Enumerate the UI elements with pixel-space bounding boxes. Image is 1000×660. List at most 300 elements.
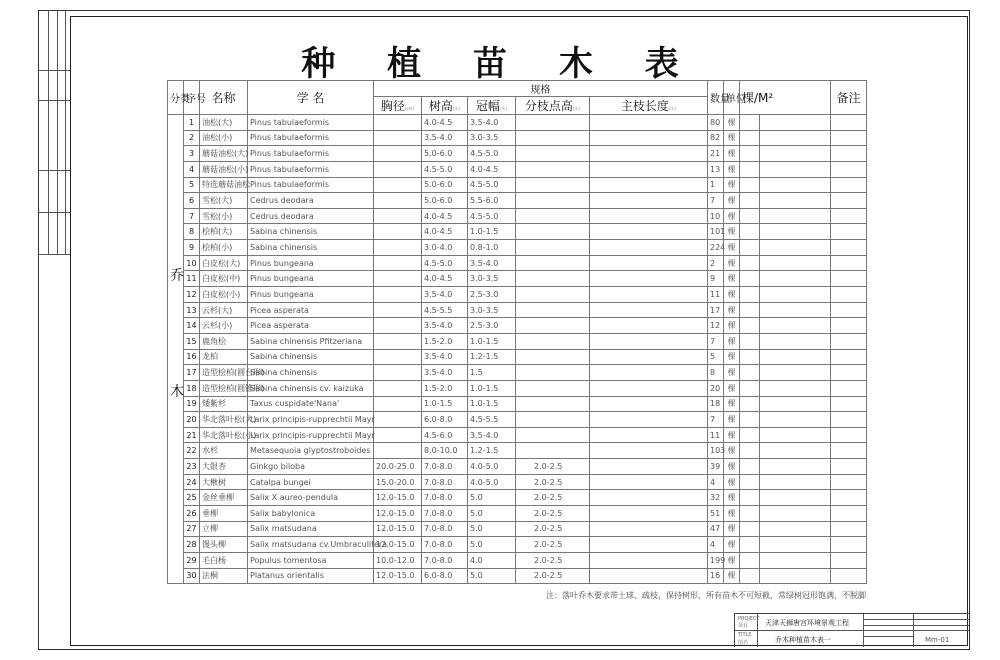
- cell-branch-point: 2.0-2.5: [516, 568, 590, 584]
- cell-dbh: [374, 240, 422, 256]
- header-category: 分类: [168, 81, 184, 115]
- cell-seq: 22: [184, 443, 200, 459]
- cell-dbh: 12.0-15.0: [374, 521, 422, 537]
- cell-qty: 4: [708, 537, 724, 553]
- cell-dbh: [374, 333, 422, 349]
- cell-crown: 2.5-3.0: [468, 287, 516, 303]
- cell-density: [740, 537, 760, 553]
- cell-seq: 14: [184, 318, 200, 334]
- table-row: [168, 302, 867, 318]
- cell-crown: 5.5-6.0: [468, 193, 516, 209]
- header-spec: 规格: [374, 81, 708, 97]
- cell-scientific-name: Sabina chinensis: [248, 349, 374, 365]
- cell-seq: 10: [184, 255, 200, 271]
- cell-branch-point: [516, 318, 590, 334]
- cell-name: 油松(小): [200, 130, 248, 146]
- header-scientific-name: 学 名: [248, 81, 374, 115]
- table-row: [168, 521, 867, 537]
- cell-dbh: [374, 443, 422, 459]
- cell-density: [740, 146, 760, 162]
- header-remark: 备注: [831, 81, 867, 115]
- cell-unit: 棵: [724, 474, 740, 490]
- cell-qty: 13: [708, 161, 724, 177]
- cell-qty: 80: [708, 115, 724, 131]
- cell-qty: 18: [708, 396, 724, 412]
- cell-density: [740, 240, 760, 256]
- cell-seq: 21: [184, 427, 200, 443]
- cell-unit: 棵: [724, 130, 740, 146]
- cell-density-extra: [760, 333, 831, 349]
- table-row: [168, 490, 867, 506]
- cell-qty: 103: [708, 443, 724, 459]
- title-label-cn: 图名: [738, 640, 749, 646]
- cell-scientific-name: Salix babylonica: [248, 506, 374, 522]
- cell-branch-length: [590, 333, 708, 349]
- cell-dbh: 12.0-15.0: [374, 568, 422, 584]
- cell-density: [740, 474, 760, 490]
- cell-remark: [831, 568, 867, 584]
- cell-scientific-name: Sabina chinensis: [248, 240, 374, 256]
- cell-unit: 棵: [724, 287, 740, 303]
- page-title: 种 植 苗 木 表: [301, 44, 699, 84]
- cell-remark: [831, 474, 867, 490]
- cell-crown: 5.0: [468, 490, 516, 506]
- table-row: [168, 255, 867, 271]
- cell-remark: [831, 208, 867, 224]
- cell-density: [740, 459, 760, 475]
- cell-dbh: 12.0-15.0: [374, 490, 422, 506]
- drawing-number: Mm-01: [925, 636, 950, 644]
- cell-name: 法桐: [200, 568, 248, 584]
- cell-branch-length: [590, 443, 708, 459]
- cell-qty: 82: [708, 130, 724, 146]
- cell-branch-length: [590, 490, 708, 506]
- cell-branch-point: [516, 427, 590, 443]
- cell-seq: 26: [184, 506, 200, 522]
- cell-remark: [831, 146, 867, 162]
- cell-scientific-name: Pinus bungeana: [248, 271, 374, 287]
- cell-scientific-name: Platanus orientalis: [248, 568, 374, 584]
- cell-crown: 4.5-5.0: [468, 208, 516, 224]
- cell-dbh: [374, 208, 422, 224]
- cell-density-extra: [760, 365, 831, 381]
- cell-remark: [831, 365, 867, 381]
- cell-scientific-name: Metasequoia glyptostroboides: [248, 443, 374, 459]
- cell-remark: [831, 224, 867, 240]
- cell-branch-point: 2.0-2.5: [516, 459, 590, 475]
- cell-branch-point: [516, 302, 590, 318]
- cell-dbh: [374, 412, 422, 428]
- cell-seq: 30: [184, 568, 200, 584]
- cell-density: [740, 177, 760, 193]
- cell-seq: 29: [184, 552, 200, 568]
- cell-unit: 棵: [724, 365, 740, 381]
- cell-density-extra: [760, 287, 831, 303]
- cell-scientific-name: Catalpa bungei: [248, 474, 374, 490]
- cell-name: 馒头柳: [200, 537, 248, 553]
- cell-qty: 51: [708, 506, 724, 522]
- cell-branch-length: [590, 427, 708, 443]
- cell-name: 桧柏(大): [200, 224, 248, 240]
- cell-dbh: 10.0-12.0: [374, 552, 422, 568]
- cell-remark: [831, 302, 867, 318]
- cell-branch-length: [590, 412, 708, 428]
- cell-branch-point: [516, 177, 590, 193]
- cell-scientific-name: Pinus tabulaeformis: [248, 177, 374, 193]
- cell-unit: 棵: [724, 318, 740, 334]
- cell-unit: 棵: [724, 537, 740, 553]
- cell-branch-point: [516, 208, 590, 224]
- cell-branch-point: 2.0-2.5: [516, 506, 590, 522]
- plant-schedule-table: [167, 80, 867, 584]
- cell-scientific-name: Cedrus deodara: [248, 208, 374, 224]
- table-row: [168, 568, 867, 584]
- cell-dbh: [374, 255, 422, 271]
- cell-unit: 棵: [724, 302, 740, 318]
- cell-qty: 5: [708, 349, 724, 365]
- cell-branch-point: [516, 412, 590, 428]
- table-row: [168, 552, 867, 568]
- cell-name: 蘑菇油松(小): [200, 161, 248, 177]
- cell-density-extra: [760, 115, 831, 131]
- cell-crown: 3.0-3.5: [468, 271, 516, 287]
- cell-qty: 1: [708, 177, 724, 193]
- cell-density-extra: [760, 537, 831, 553]
- cell-density-extra: [760, 318, 831, 334]
- cell-remark: [831, 255, 867, 271]
- cell-seq: 13: [184, 302, 200, 318]
- cell-crown: 4.5-5.5: [468, 412, 516, 428]
- cell-name: 油松(大): [200, 115, 248, 131]
- cell-scientific-name: Pinus tabulaeformis: [248, 115, 374, 131]
- cell-branch-length: [590, 287, 708, 303]
- cell-scientific-name: Cedrus deodara: [248, 193, 374, 209]
- cell-dbh: 12.0-15.0: [374, 537, 422, 553]
- cell-height: 4.5-5.5: [422, 302, 468, 318]
- table-row: [168, 161, 867, 177]
- cell-seq: 16: [184, 349, 200, 365]
- cell-branch-point: [516, 255, 590, 271]
- cell-remark: [831, 459, 867, 475]
- table-row: [168, 365, 867, 381]
- cell-height: 7.0-8.0: [422, 474, 468, 490]
- cell-branch-point: 2.0-2.5: [516, 490, 590, 506]
- cell-dbh: 15.0-20.0: [374, 474, 422, 490]
- cell-branch-length: [590, 271, 708, 287]
- cell-height: 7.0-8.0: [422, 459, 468, 475]
- cell-seq: 5: [184, 177, 200, 193]
- table-row: [168, 380, 867, 396]
- cell-remark: [831, 537, 867, 553]
- cell-dbh: [374, 365, 422, 381]
- cell-name: 矮紫杉: [200, 396, 248, 412]
- cell-qty: 11: [708, 287, 724, 303]
- cell-density-extra: [760, 568, 831, 584]
- cell-unit: 棵: [724, 208, 740, 224]
- cell-branch-point: [516, 287, 590, 303]
- cell-crown: 4.5-5.0: [468, 146, 516, 162]
- cell-branch-point: [516, 115, 590, 131]
- cell-remark: [831, 193, 867, 209]
- cell-height: 3.5-4.0: [422, 318, 468, 334]
- cell-name: 鹿角桧: [200, 333, 248, 349]
- binding-strip-line: [38, 212, 70, 213]
- cell-branch-point: [516, 333, 590, 349]
- cell-branch-length: [590, 193, 708, 209]
- cell-scientific-name: Salix X aureo-pendula: [248, 490, 374, 506]
- cell-density: [740, 506, 760, 522]
- cell-qty: 16: [708, 568, 724, 584]
- cell-seq: 24: [184, 474, 200, 490]
- cell-scientific-name: Pinus tabulaeformis: [248, 161, 374, 177]
- cell-branch-length: [590, 568, 708, 584]
- cell-qty: 4: [708, 474, 724, 490]
- cell-density-extra: [760, 412, 831, 428]
- project-name: 天津天狮唐宫环境景观工程: [765, 619, 849, 627]
- cell-name: 造型桧柏(圆锥形): [200, 380, 248, 396]
- cell-density: [740, 130, 760, 146]
- header-row: [168, 81, 867, 97]
- cell-density-extra: [760, 552, 831, 568]
- cell-remark: [831, 115, 867, 131]
- cell-height: 4.0-4.5: [422, 271, 468, 287]
- cell-branch-length: [590, 552, 708, 568]
- cell-density-extra: [760, 459, 831, 475]
- cell-seq: 12: [184, 287, 200, 303]
- table-row: [168, 130, 867, 146]
- cell-dbh: [374, 287, 422, 303]
- cell-unit: 棵: [724, 396, 740, 412]
- cell-qty: 17: [708, 302, 724, 318]
- cell-crown: 1.2-1.5: [468, 443, 516, 459]
- table-row: [168, 224, 867, 240]
- cell-branch-length: [590, 224, 708, 240]
- table-row: [168, 396, 867, 412]
- cell-seq: 19: [184, 396, 200, 412]
- cell-unit: 棵: [724, 255, 740, 271]
- cell-branch-point: 2.0-2.5: [516, 521, 590, 537]
- cell-branch-length: [590, 506, 708, 522]
- cell-unit: 棵: [724, 333, 740, 349]
- cell-unit: 棵: [724, 568, 740, 584]
- cell-qty: 199: [708, 552, 724, 568]
- cell-remark: [831, 349, 867, 365]
- cell-branch-point: 2.0-2.5: [516, 537, 590, 553]
- cell-scientific-name: Taxus cuspidate'Nana': [248, 396, 374, 412]
- cell-seq: 17: [184, 365, 200, 381]
- cell-scientific-name: Pinus bungeana: [248, 255, 374, 271]
- table-row: [168, 443, 867, 459]
- cell-density-extra: [760, 443, 831, 459]
- cell-density-extra: [760, 177, 831, 193]
- cell-height: 4.5-5.0: [422, 161, 468, 177]
- cell-density: [740, 271, 760, 287]
- table-row: [168, 333, 867, 349]
- cell-density-extra: [760, 224, 831, 240]
- cell-name: 雪松(大): [200, 193, 248, 209]
- cell-branch-point: [516, 240, 590, 256]
- cell-crown: 3.5-4.0: [468, 255, 516, 271]
- cell-height: 3.5-4.0: [422, 287, 468, 303]
- header-branch-length: 主枝长度(米): [590, 97, 708, 115]
- cell-density: [740, 396, 760, 412]
- cell-unit: 棵: [724, 490, 740, 506]
- cell-density: [740, 318, 760, 334]
- cell-name: 金丝垂柳: [200, 490, 248, 506]
- table-row: [168, 318, 867, 334]
- cell-density: [740, 161, 760, 177]
- table-row: [168, 537, 867, 553]
- cell-branch-point: [516, 380, 590, 396]
- cell-density-extra: [760, 396, 831, 412]
- cell-qty: 12: [708, 318, 724, 334]
- cell-density: [740, 333, 760, 349]
- cell-scientific-name: Larix principis-rupprechtii Mayr: [248, 412, 374, 428]
- cell-unit: 棵: [724, 506, 740, 522]
- cell-branch-point: [516, 193, 590, 209]
- cell-height: 4.0-4.5: [422, 208, 468, 224]
- cell-crown: 5.0: [468, 568, 516, 584]
- cell-crown: 3.0-3.5: [468, 130, 516, 146]
- header-qty: 数量: [708, 81, 724, 115]
- cell-density-extra: [760, 193, 831, 209]
- cell-name: 立柳: [200, 521, 248, 537]
- cell-dbh: [374, 193, 422, 209]
- cell-qty: 11: [708, 427, 724, 443]
- cell-seq: 28: [184, 537, 200, 553]
- cell-density: [740, 349, 760, 365]
- cell-density: [740, 302, 760, 318]
- cell-height: 7.0-8.0: [422, 506, 468, 522]
- cell-crown: 0.8-1.0: [468, 240, 516, 256]
- cell-density: [740, 255, 760, 271]
- cell-crown: 1.5: [468, 365, 516, 381]
- cell-remark: [831, 177, 867, 193]
- cell-seq: 1: [184, 115, 200, 131]
- cell-branch-length: [590, 161, 708, 177]
- cell-dbh: [374, 146, 422, 162]
- cell-branch-length: [590, 115, 708, 131]
- cell-unit: 棵: [724, 412, 740, 428]
- cell-scientific-name: Sabina chinensis Pfitzeriana: [248, 333, 374, 349]
- cell-crown: 4.0: [468, 552, 516, 568]
- cell-remark: [831, 240, 867, 256]
- cell-remark: [831, 333, 867, 349]
- cell-scientific-name: Picea asperata: [248, 302, 374, 318]
- cell-name: 水杉: [200, 443, 248, 459]
- header-unit: 单位: [724, 81, 740, 115]
- cell-branch-length: [590, 349, 708, 365]
- cell-crown: 4.0-4.5: [468, 161, 516, 177]
- cell-name: 云杉(小): [200, 318, 248, 334]
- cell-scientific-name: Sabina chinensis cv. kaizuka: [248, 380, 374, 396]
- cell-density-extra: [760, 271, 831, 287]
- category-cell: [168, 115, 184, 584]
- cell-seq: 23: [184, 459, 200, 475]
- cell-seq: 11: [184, 271, 200, 287]
- cell-dbh: [374, 161, 422, 177]
- table-row: [168, 177, 867, 193]
- cell-branch-point: [516, 146, 590, 162]
- header-density: 棵/M²: [740, 81, 831, 115]
- title-block: [734, 613, 969, 647]
- cell-seq: 9: [184, 240, 200, 256]
- cell-branch-point: [516, 161, 590, 177]
- table-row: [168, 146, 867, 162]
- cell-name: 白皮松(大): [200, 255, 248, 271]
- cell-density-extra: [760, 302, 831, 318]
- cell-density-extra: [760, 240, 831, 256]
- cell-name: 毛白杨: [200, 552, 248, 568]
- cell-qty: 20: [708, 380, 724, 396]
- cell-qty: 101: [708, 224, 724, 240]
- cell-branch-length: [590, 537, 708, 553]
- cell-density-extra: [760, 380, 831, 396]
- cell-qty: 7: [708, 412, 724, 428]
- cell-crown: 1.2-1.5: [468, 349, 516, 365]
- cell-density: [740, 365, 760, 381]
- table-row: [168, 474, 867, 490]
- cell-unit: 棵: [724, 459, 740, 475]
- cell-density: [740, 490, 760, 506]
- cell-dbh: [374, 349, 422, 365]
- cell-seq: 4: [184, 161, 200, 177]
- cell-dbh: [374, 271, 422, 287]
- title-label: TITLE: [738, 632, 752, 638]
- cell-scientific-name: Sabina chinensis: [248, 224, 374, 240]
- cell-qty: 9: [708, 271, 724, 287]
- cell-branch-length: [590, 365, 708, 381]
- cell-qty: 39: [708, 459, 724, 475]
- cell-height: 4.0-4.5: [422, 224, 468, 240]
- cell-unit: 棵: [724, 193, 740, 209]
- cell-height: 6.0-8.0: [422, 412, 468, 428]
- cell-seq: 2: [184, 130, 200, 146]
- cell-density-extra: [760, 208, 831, 224]
- cell-branch-length: [590, 318, 708, 334]
- cell-crown: 4.0-5.0: [468, 459, 516, 475]
- cell-dbh: [374, 130, 422, 146]
- cell-dbh: [374, 380, 422, 396]
- cell-branch-point: 2.0-2.5: [516, 474, 590, 490]
- cell-height: 5.0-6.0: [422, 146, 468, 162]
- cell-branch-length: [590, 240, 708, 256]
- cell-height: 7.0-8.0: [422, 537, 468, 553]
- cell-name: 大楸树: [200, 474, 248, 490]
- cell-unit: 棵: [724, 443, 740, 459]
- cell-remark: [831, 130, 867, 146]
- cell-crown: 2.5-3.0: [468, 318, 516, 334]
- cell-scientific-name: Picea asperata: [248, 318, 374, 334]
- cell-crown: 5.0: [468, 537, 516, 553]
- cell-density-extra: [760, 474, 831, 490]
- cell-seq: 20: [184, 412, 200, 428]
- cell-branch-length: [590, 177, 708, 193]
- cell-density-extra: [760, 349, 831, 365]
- cell-crown: 1.0-1.5: [468, 396, 516, 412]
- header-crown: 冠幅(米): [468, 97, 516, 115]
- cell-density: [740, 412, 760, 428]
- cell-dbh: 12.0-15.0: [374, 506, 422, 522]
- cell-density-extra: [760, 146, 831, 162]
- cell-unit: 棵: [724, 271, 740, 287]
- cell-name: 华北落叶松(小): [200, 427, 248, 443]
- cell-density: [740, 193, 760, 209]
- project-label: PROJECT: [738, 616, 760, 622]
- cell-scientific-name: Pinus tabulaeformis: [248, 146, 374, 162]
- table-row: [168, 412, 867, 428]
- cell-name: 龙柏: [200, 349, 248, 365]
